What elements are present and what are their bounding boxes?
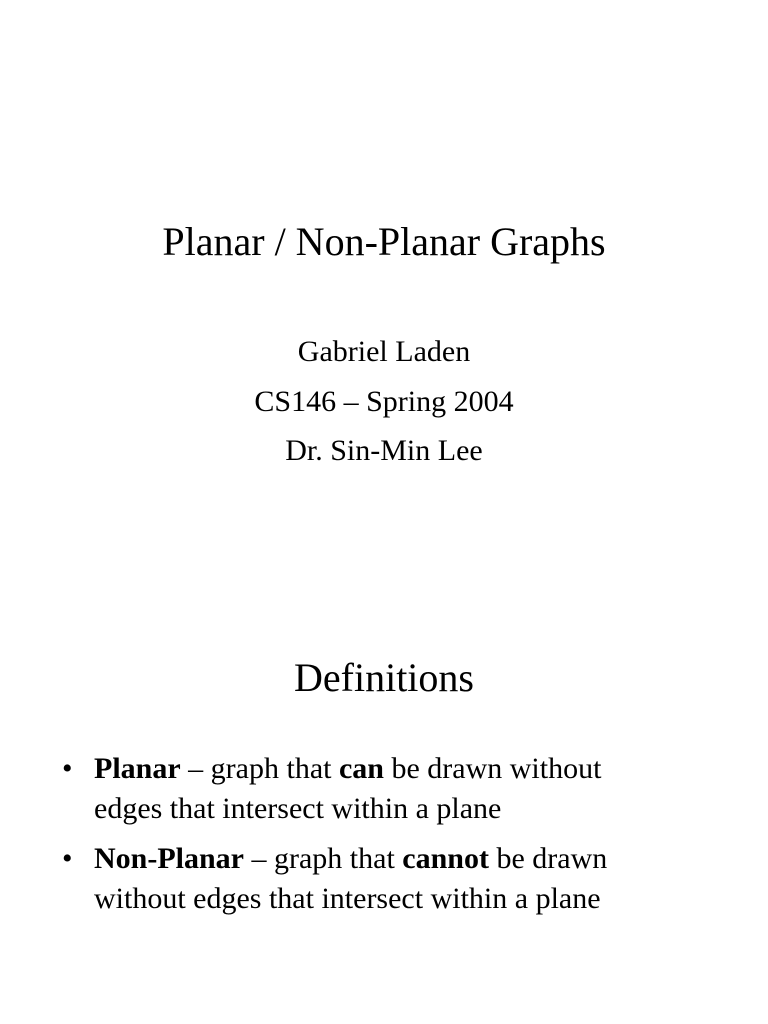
bullet-icon: • xyxy=(62,842,73,875)
emphasis-word: can xyxy=(338,752,384,785)
term-label: Planar xyxy=(94,752,181,785)
term-label: Non-Planar xyxy=(94,842,244,875)
definitions-slide xyxy=(0,512,768,1024)
author-name: Gabriel Laden xyxy=(297,335,471,368)
slide-title: Definitions xyxy=(294,655,474,700)
bullet-item-non-planar xyxy=(62,839,702,919)
slide-title: Planar / Non-Planar Graphs xyxy=(162,219,606,264)
instructor-name: Dr. Sin-Min Lee xyxy=(285,434,483,467)
definition-text: be drawn without xyxy=(383,752,602,785)
bullet-line xyxy=(94,749,702,789)
bullet-text xyxy=(94,749,702,829)
course-info: CS146 – Spring 2004 xyxy=(254,385,514,418)
bullet-item-planar xyxy=(62,749,702,829)
bullet-icon: • xyxy=(62,752,73,785)
definition-text: – graph that xyxy=(180,752,339,785)
definition-text: – graph that xyxy=(244,842,403,875)
bullet-line xyxy=(94,839,702,879)
bullet-line: edges that intersect within a plane xyxy=(94,792,502,825)
emphasis-word: cannot xyxy=(402,842,489,875)
bullet-line: without edges that intersect within a plane xyxy=(94,882,601,915)
bullet-text xyxy=(94,839,702,919)
definition-text: be drawn xyxy=(488,842,608,875)
